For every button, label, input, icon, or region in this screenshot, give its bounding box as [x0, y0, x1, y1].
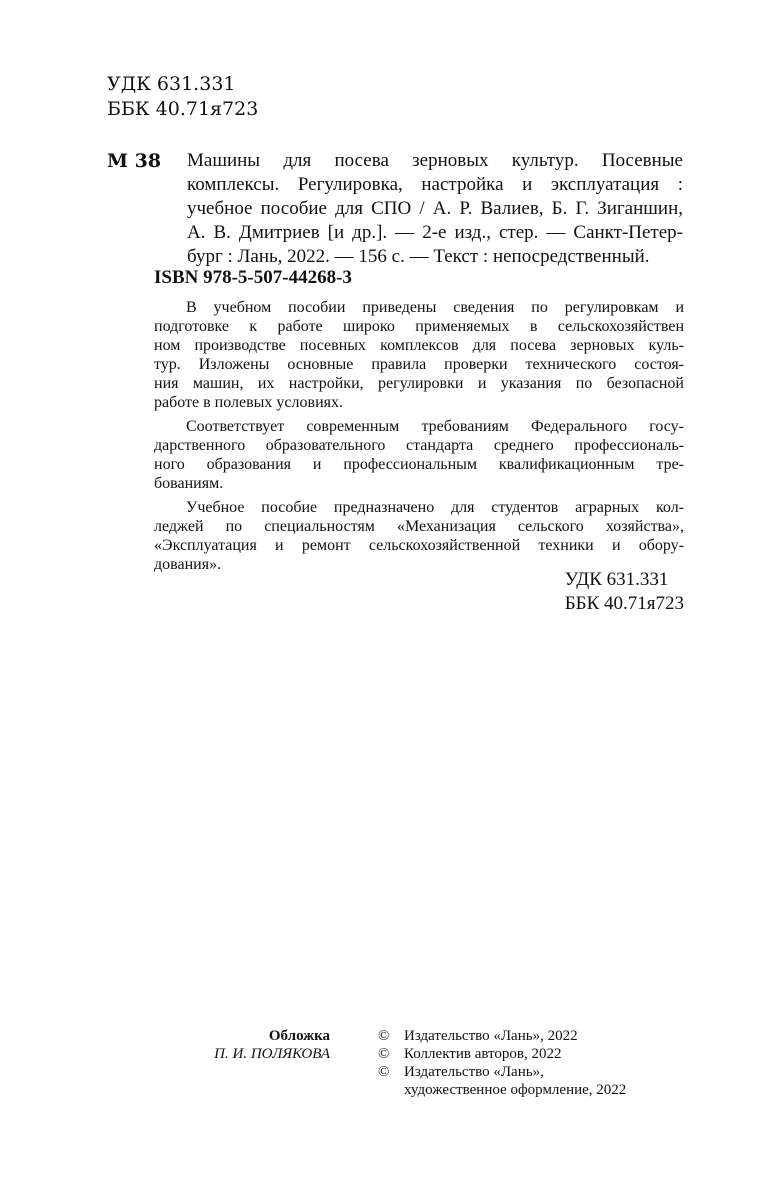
copyright-symbol: ©: [378, 1028, 390, 1044]
copyright-text: Издательство «Лань»,: [404, 1064, 544, 1080]
annotation-line: дования».: [154, 556, 222, 573]
biblio-line: учебное пособие для СПО / А. Р. Валиев, Б. Г. Зиганшин,: [187, 198, 683, 219]
annotation-line: Учебное пособие предназначено для студентов аграрных кол-: [186, 499, 684, 516]
annotation-line: Соответствует современным требованиям Федерального госу-: [186, 418, 684, 435]
copyright-block: [378, 1027, 626, 1099]
annotation-line: ном производстве посевных комплексов для посева зерновых куль-: [154, 337, 684, 354]
annotation-paragraph: [154, 498, 684, 574]
annotation-line: «Эксплуатация и ремонт сельскохозяйственной техники и обору-: [154, 537, 684, 554]
udk-code: УДК 631.331: [107, 73, 236, 95]
annotation-line: тур. Изложены основные правила проверки технического состоя-: [154, 356, 684, 373]
copyright-line: [378, 1027, 626, 1045]
annotation-line: ния машин, их настройки, регулировки и указания по безопасной: [154, 375, 684, 392]
annotation: [154, 298, 684, 579]
bbk-code: ББК 40.71я723: [107, 98, 259, 120]
annotation-line: бованиям.: [154, 475, 224, 492]
author-mark: М 38: [107, 150, 162, 172]
cover-designer: П. И. ПОЛЯКОВА: [214, 1046, 330, 1062]
copyright-text-continued: художественное оформление, 2022: [404, 1082, 627, 1098]
biblio-line: бург : Лань, 2022. — 156 с. — Текст : непосредственный.: [187, 246, 650, 267]
copyright-line: [378, 1063, 626, 1081]
bibliographic-description: [187, 149, 683, 269]
udk-code: УДК 631.331: [564, 569, 669, 590]
udk-bbk-header: [107, 72, 258, 122]
annotation-line: В учебном пособии приведены сведения по регулировкам и: [186, 299, 684, 316]
annotation-line: работе в полевых условиях.: [154, 394, 343, 411]
copyright-symbol: ©: [378, 1046, 390, 1062]
biblio-line: Машины для посева зерновых культур. Посевные: [187, 150, 683, 171]
annotation-line: леджей по специальностям «Механизация сельского хозяйства»,: [154, 518, 684, 535]
annotation-line: ного образования и профессиональным квалификационным тре-: [154, 456, 684, 473]
copyright-text: Коллектив авторов, 2022: [404, 1046, 562, 1062]
copyright-line: [378, 1045, 626, 1063]
annotation-paragraph: [154, 417, 684, 493]
cover-credit: [214, 1027, 330, 1063]
copyright-symbol: ©: [378, 1064, 390, 1080]
annotation-paragraph: [154, 298, 684, 412]
annotation-line: дарственного образовательного стандарта среднего профессиональ-: [154, 437, 684, 454]
biblio-line: А. В. Дмитриев [и др.]. — 2-е изд., стер. — Санкт-Петер-: [187, 222, 683, 243]
annotation-line: подготовке к работе широко применяемых в сельскохозяйствен: [154, 318, 684, 335]
bbk-code: ББК 40.71я723: [564, 593, 684, 614]
copyright-text: Издательство «Лань», 2022: [404, 1028, 578, 1044]
isbn: ISBN 978-5-507-44268-3: [154, 267, 352, 288]
udk-bbk-footer: [565, 568, 684, 616]
cover-label: Обложка: [268, 1028, 330, 1044]
biblio-line: комплексы. Регулировка, настройка и эксплуатация :: [187, 174, 683, 195]
